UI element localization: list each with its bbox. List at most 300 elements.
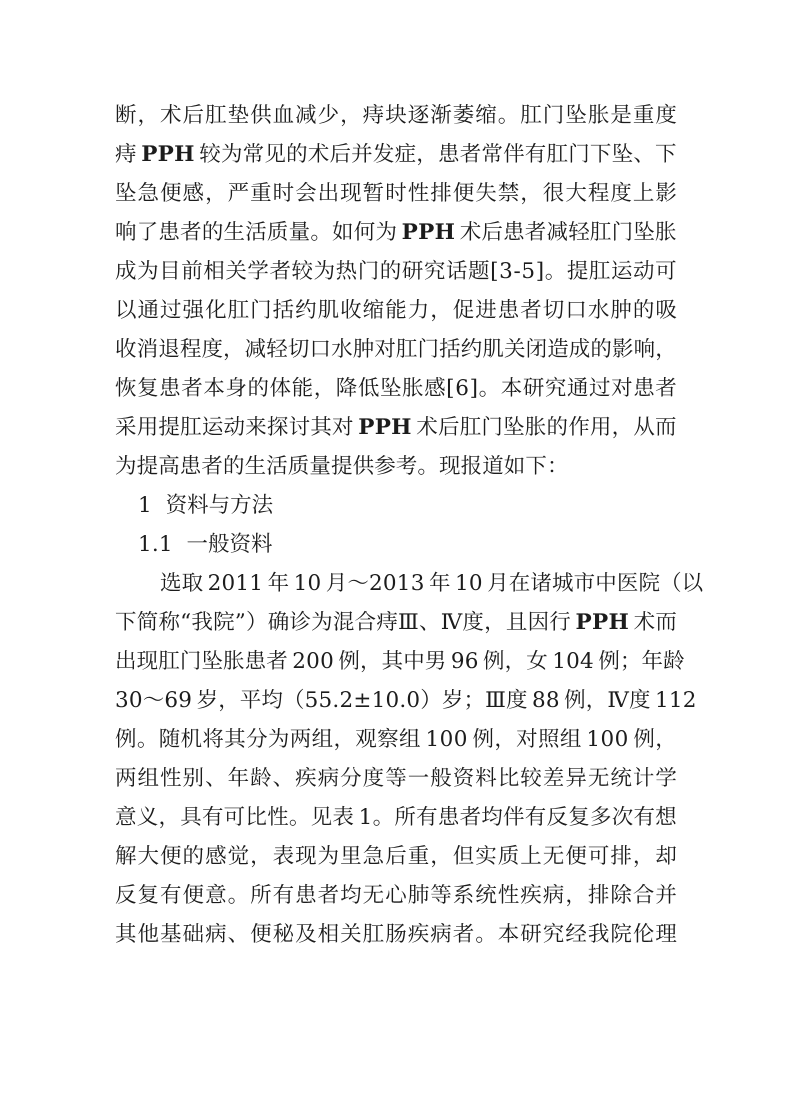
glyph: 可 <box>587 844 610 869</box>
glyph: 感 <box>182 181 205 206</box>
glyph: - <box>513 259 521 284</box>
glyph: 者 <box>317 883 340 908</box>
glyph: 排 <box>430 181 452 206</box>
glyph: 3 <box>499 259 513 284</box>
glyph: 断 <box>115 103 137 128</box>
glyph: 关 <box>225 259 247 284</box>
glyph: 过 <box>160 298 182 323</box>
glyph: 表 <box>332 805 354 830</box>
glyph: 有 <box>201 805 224 830</box>
glyph: 无 <box>542 844 565 869</box>
glyph: 者 <box>459 805 482 830</box>
glyph: ） <box>246 610 268 635</box>
glyph: 门 <box>250 298 272 323</box>
glyph: P <box>401 220 419 245</box>
glyph: ， <box>250 844 272 869</box>
glyph: 。 <box>544 259 567 284</box>
glyph: 质 <box>266 220 289 245</box>
glyph: 5 <box>318 688 333 713</box>
section-heading-1 <box>115 486 677 525</box>
glyph: 常 <box>242 142 265 167</box>
glyph: 恢 <box>115 376 137 401</box>
glyph: 0 <box>306 649 321 674</box>
glyph: 8 <box>531 688 546 713</box>
glyph: 合 <box>354 610 377 635</box>
glyph: 提 <box>158 415 181 440</box>
glyph: 、 <box>205 766 227 791</box>
glyph: 水 <box>587 298 610 323</box>
glyph: 降 <box>335 376 358 401</box>
glyph: 。 <box>497 103 520 128</box>
glyph: 如 <box>332 220 354 245</box>
glyph: 度 <box>362 766 385 791</box>
glyph: 作 <box>568 415 590 440</box>
glyph: 2 <box>292 649 307 674</box>
glyph: 理 <box>655 922 677 947</box>
glyph: 胀 <box>587 103 610 128</box>
glyph: 伴 <box>503 805 525 830</box>
glyph: 术 <box>160 103 182 128</box>
glyph: 但 <box>452 844 475 869</box>
glyph: 坠 <box>565 103 587 128</box>
glyph: 有 <box>633 805 656 830</box>
glyph: 女 <box>526 649 548 674</box>
glyph: ， <box>504 649 527 674</box>
methods-line-first <box>115 564 704 603</box>
glyph: 义 <box>136 805 159 830</box>
methods-line <box>115 642 685 681</box>
methods-line <box>115 915 677 954</box>
glyph: 差 <box>542 766 565 791</box>
glyph: 性 <box>160 766 182 791</box>
glyph: 组 <box>311 727 334 752</box>
glyph: P <box>418 220 435 245</box>
glyph: . <box>399 688 407 713</box>
glyph: 1 <box>249 571 264 596</box>
glyph: 资 <box>452 766 475 791</box>
methods-line <box>115 837 677 876</box>
glyph: 反 <box>546 805 569 830</box>
glyph: H <box>608 610 629 635</box>
glyph: 患 <box>503 220 525 245</box>
glyph: 市 <box>573 571 596 596</box>
section-number: 1 <box>138 493 152 518</box>
glyph: 轻 <box>568 220 590 245</box>
glyph: 者 <box>266 649 288 674</box>
glyph: 为 <box>267 727 290 752</box>
glyph: 坠 <box>379 376 402 401</box>
subsection-title: 一般资料 <box>186 532 273 557</box>
glyph: 以 <box>681 571 704 596</box>
glyph: 并 <box>351 142 373 167</box>
glyph: 意 <box>205 883 227 908</box>
glyph: 关 <box>503 337 526 362</box>
glyph: 0 <box>221 571 236 596</box>
glyph: ， <box>340 103 362 128</box>
glyph: 少 <box>317 103 340 128</box>
glyph: 肌 <box>317 298 340 323</box>
glyph: 系 <box>452 883 475 908</box>
glyph: 力 <box>407 298 430 323</box>
glyph: 基 <box>160 922 182 947</box>
glyph: 。 <box>372 805 395 830</box>
glyph: 患 <box>437 805 460 830</box>
glyph: 为 <box>220 142 243 167</box>
glyph: ， <box>484 610 506 635</box>
methods-line <box>115 720 677 759</box>
glyph: 1 <box>552 649 567 674</box>
glyph: 成 <box>568 337 591 362</box>
glyph: 反 <box>115 883 137 908</box>
glyph: 肛 <box>589 220 612 245</box>
glyph: 进 <box>475 298 497 323</box>
glyph: 垫 <box>227 103 250 128</box>
glyph: 1 <box>455 571 469 596</box>
glyph: 的 <box>247 376 270 401</box>
glyph: 门 <box>568 142 590 167</box>
glyph: 者 <box>181 376 203 401</box>
glyph: 通 <box>566 376 589 401</box>
body-line <box>115 135 677 174</box>
glyph: 较 <box>520 766 542 791</box>
glyph: 热 <box>335 259 358 284</box>
glyph: 感 <box>205 844 227 869</box>
glyph: 0 <box>307 571 322 596</box>
glyph: 分 <box>340 766 362 791</box>
glyph: 月 <box>325 571 348 596</box>
glyph: 相 <box>317 922 340 947</box>
glyph: 造 <box>547 337 569 362</box>
glyph: 。 <box>478 376 501 401</box>
glyph: 我 <box>587 922 610 947</box>
glyph: 础 <box>182 922 205 947</box>
glyph: 探 <box>266 415 289 440</box>
glyph: 年 <box>641 649 664 674</box>
glyph: ， <box>494 727 516 752</box>
glyph: 相 <box>203 259 225 284</box>
glyph: 者 <box>269 259 292 284</box>
glyph: 秘 <box>272 922 295 947</box>
glyph: 肛 <box>227 298 250 323</box>
glyph: 括 <box>272 298 295 323</box>
glyph: 。 <box>288 805 311 830</box>
glyph: 提 <box>566 259 589 284</box>
glyph: 本 <box>500 376 523 401</box>
glyph: 所 <box>250 883 272 908</box>
glyph: 影 <box>655 181 677 206</box>
methods-line <box>115 798 677 837</box>
glyph: 性 <box>407 181 430 206</box>
glyph: 疾 <box>407 922 430 947</box>
glyph: 月 <box>487 571 509 596</box>
glyph: 他 <box>137 922 160 947</box>
glyph: 以 <box>115 298 137 323</box>
glyph: 者 <box>459 142 482 167</box>
glyph: 消 <box>136 337 159 362</box>
glyph: 对 <box>516 727 538 752</box>
glyph: 城 <box>552 571 574 596</box>
glyph: 0 <box>320 649 334 674</box>
glyph: 5 <box>304 688 319 713</box>
glyph: 因 <box>527 610 550 635</box>
glyph: 题 <box>468 259 490 284</box>
glyph: 表 <box>272 844 295 869</box>
glyph: 关 <box>340 922 362 947</box>
glyph: 门 <box>179 649 202 674</box>
glyph: 两 <box>289 727 312 752</box>
glyph: 见 <box>310 805 333 830</box>
glyph: 便 <box>160 181 182 206</box>
glyph: ， <box>655 727 677 752</box>
glyph: 度 <box>655 103 677 128</box>
glyph: 动 <box>633 259 655 284</box>
glyph: 体 <box>269 376 292 401</box>
body-line <box>115 252 677 291</box>
glyph: 疾 <box>520 883 542 908</box>
glyph: 0 <box>382 571 397 596</box>
glyph: 究 <box>542 922 565 947</box>
glyph: 病 <box>317 766 340 791</box>
glyph: “ <box>180 610 192 635</box>
glyph: 的 <box>201 220 224 245</box>
section-heading-1-1 <box>115 525 677 564</box>
glyph: 研 <box>522 376 545 401</box>
glyph: 促 <box>452 298 475 323</box>
glyph: 从 <box>633 415 655 440</box>
glyph: 便 <box>452 181 475 206</box>
glyph: 0 <box>566 649 581 674</box>
glyph: 比 <box>245 805 268 830</box>
glyph: ， <box>611 415 634 440</box>
glyph: ～ <box>347 571 370 596</box>
glyph: 的 <box>632 298 655 323</box>
glyph: 肛 <box>205 103 227 128</box>
glyph: 且 <box>505 610 528 635</box>
glyph: 无 <box>587 766 610 791</box>
glyph: 术 <box>633 610 656 635</box>
glyph: 通 <box>137 298 160 323</box>
glyph: 性 <box>497 883 520 908</box>
glyph: 病 <box>430 922 452 947</box>
glyph: 1 <box>586 727 601 752</box>
glyph: [ <box>490 259 499 284</box>
glyph: 肛 <box>362 922 385 947</box>
glyph: 院 <box>610 922 632 947</box>
glyph: 便 <box>250 922 272 947</box>
glyph: 渐 <box>430 103 452 128</box>
glyph: 复 <box>137 883 160 908</box>
glyph: 。 <box>136 727 159 752</box>
glyph: 胀 <box>402 376 424 401</box>
glyph: P <box>374 415 392 440</box>
methods-line <box>115 759 677 798</box>
glyph: 现 <box>295 844 317 869</box>
glyph: 程 <box>587 181 610 206</box>
glyph: 括 <box>439 337 461 362</box>
glyph: 者 <box>524 220 547 245</box>
glyph: 话 <box>445 259 468 284</box>
glyph: 2 <box>682 688 697 713</box>
glyph: 选 <box>160 571 182 596</box>
glyph: 却 <box>655 844 677 869</box>
glyph: 后 <box>385 844 407 869</box>
glyph: 常 <box>481 142 503 167</box>
glyph: 患 <box>158 220 181 245</box>
glyph: 而 <box>655 415 677 440</box>
glyph: 者 <box>655 376 677 401</box>
glyph: 的 <box>379 259 402 284</box>
glyph: 学 <box>655 766 677 791</box>
glyph: 很 <box>542 181 565 206</box>
glyph: 目 <box>159 259 181 284</box>
glyph: 年 <box>267 571 290 596</box>
glyph: 了 <box>136 220 159 245</box>
glyph: 肌 <box>482 337 504 362</box>
glyph: 是 <box>610 103 632 128</box>
glyph: 何 <box>353 220 376 245</box>
glyph: 2 <box>369 571 383 596</box>
glyph: 术 <box>459 220 482 245</box>
glyph: 1 <box>668 688 683 713</box>
glyph: . <box>332 688 340 713</box>
glyph: 心 <box>385 883 407 908</box>
glyph: 量 <box>288 220 311 245</box>
glyph: 生 <box>223 220 246 245</box>
glyph: 除 <box>610 883 632 908</box>
glyph: 实 <box>475 844 497 869</box>
body-line <box>115 408 677 447</box>
glyph: 6 <box>164 688 179 713</box>
glyph: 有 <box>272 883 295 908</box>
glyph: 减 <box>295 103 317 128</box>
glyph: 例 <box>115 727 137 752</box>
glyph: 其 <box>115 922 137 947</box>
glyph: 年 <box>428 571 451 596</box>
glyph: 组 <box>398 727 421 752</box>
glyph: 0 <box>614 727 629 752</box>
glyph: 在 <box>508 571 531 596</box>
glyph: 均 <box>340 883 362 908</box>
glyph: 为 <box>311 610 333 635</box>
glyph: 并 <box>655 883 677 908</box>
glyph: Ⅲ <box>485 688 506 713</box>
glyph: 别 <box>182 766 205 791</box>
glyph: ， <box>137 103 160 128</box>
body-line <box>115 291 677 330</box>
glyph: 前 <box>181 259 203 284</box>
glyph: 低 <box>357 376 380 401</box>
glyph: 胀 <box>223 649 245 674</box>
glyph: ） <box>420 688 442 713</box>
glyph: 影 <box>612 337 634 362</box>
glyph: 下 <box>115 610 137 635</box>
glyph: 均 <box>481 805 503 830</box>
glyph: H <box>434 220 456 245</box>
glyph: 有 <box>524 142 547 167</box>
glyph: 便 <box>160 844 182 869</box>
glyph: 统 <box>475 883 497 908</box>
glyph: 想 <box>655 805 677 830</box>
glyph: 出 <box>115 649 137 674</box>
glyph: 逐 <box>407 103 430 128</box>
glyph: 里 <box>340 844 362 869</box>
glyph: 具 <box>180 805 202 830</box>
glyph: 缩 <box>475 103 497 128</box>
glyph: 的 <box>182 844 205 869</box>
glyph: 我 <box>191 610 213 635</box>
glyph: 0 <box>453 727 468 752</box>
glyph: 究 <box>423 259 446 284</box>
glyph: 本 <box>203 376 225 401</box>
glyph: 的 <box>286 142 308 167</box>
glyph: 。 <box>310 220 332 245</box>
glyph: 医 <box>616 571 639 596</box>
glyph: 对 <box>611 376 633 401</box>
glyph: 有 <box>160 883 182 908</box>
glyph: 、 <box>272 766 295 791</box>
glyph: 患 <box>497 298 520 323</box>
glyph: 性 <box>267 805 289 830</box>
glyph: 简 <box>136 610 159 635</box>
glyph: 龄 <box>250 766 272 791</box>
glyph: 门 <box>611 220 634 245</box>
subsection-number: 1.1 <box>138 532 173 557</box>
glyph: P <box>157 142 175 167</box>
methods-line <box>115 876 677 915</box>
section-title: 资料与方法 <box>165 493 274 518</box>
glyph: 门 <box>417 337 440 362</box>
glyph: 上 <box>632 181 655 206</box>
glyph: ， <box>632 844 655 869</box>
glyph: 重 <box>407 844 430 869</box>
glyph: 患 <box>244 649 267 674</box>
glyph: 3 <box>410 571 425 596</box>
glyph: 后 <box>437 415 460 440</box>
glyph: 者 <box>180 220 202 245</box>
glyph: 般 <box>430 766 452 791</box>
glyph: 能 <box>385 298 407 323</box>
glyph: 8 <box>545 688 560 713</box>
glyph: 大 <box>565 181 587 206</box>
glyph: ， <box>655 337 677 362</box>
glyph: 块 <box>385 103 407 128</box>
glyph: 计 <box>632 766 655 791</box>
glyph: 例 <box>598 649 620 674</box>
glyph: 可 <box>655 259 677 284</box>
glyph: 运 <box>610 259 633 284</box>
glyph: 年 <box>227 766 250 791</box>
glyph: 肛 <box>158 649 180 674</box>
glyph: 组 <box>137 766 160 791</box>
glyph: 无 <box>362 883 385 908</box>
glyph: 者 <box>452 922 475 947</box>
glyph: Ⅳ <box>607 688 629 713</box>
glyph: 为 <box>137 259 159 284</box>
glyph: P <box>592 610 609 635</box>
body-line <box>115 369 677 408</box>
glyph: 等 <box>385 766 407 791</box>
glyph: 其 <box>224 727 246 752</box>
glyph: 的 <box>590 337 613 362</box>
glyph: 后 <box>481 220 503 245</box>
glyph: 院 <box>213 610 235 635</box>
body-line-text: 为提高患者的生活质量提供参考。现报道如下： <box>115 454 569 479</box>
glyph: 失 <box>475 181 497 206</box>
glyph: 经 <box>565 922 587 947</box>
glyph: 及 <box>295 922 317 947</box>
glyph: 严 <box>227 181 250 206</box>
glyph: 分 <box>246 727 268 752</box>
